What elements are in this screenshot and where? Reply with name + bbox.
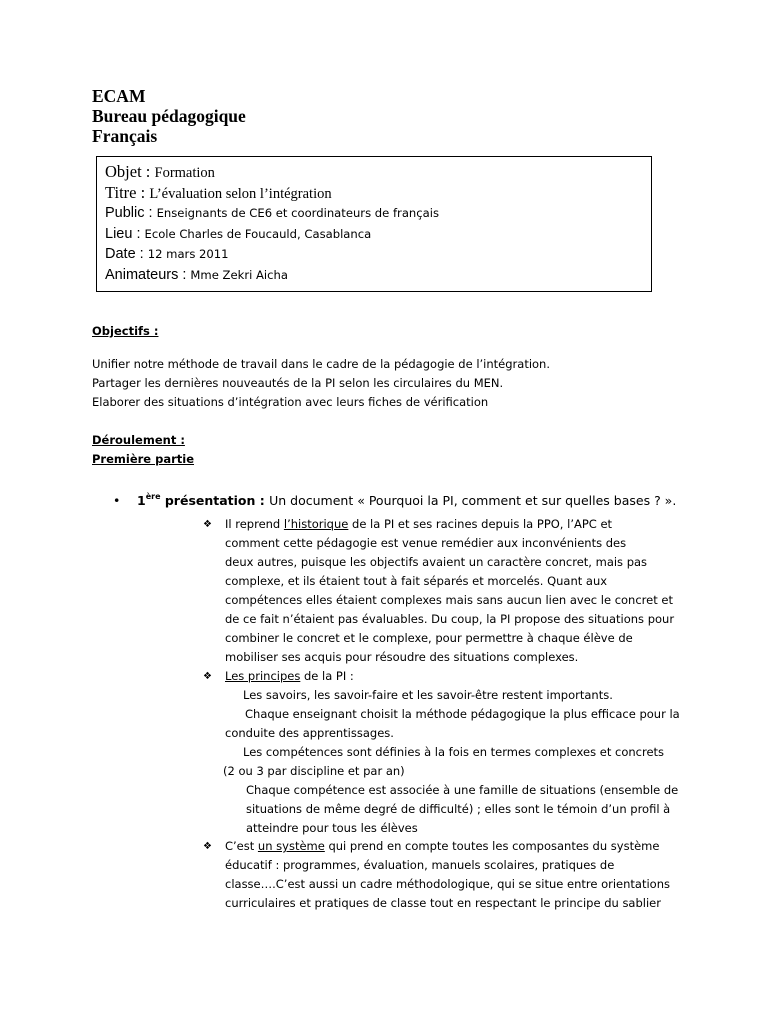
objectif-item: Partager les dernières nouveautés de la PI selon les circulaires du MEN.: [92, 376, 504, 390]
point-first-line: [203, 667, 680, 686]
date-label: Date :: [105, 246, 148, 263]
titre-label: Titre :: [105, 182, 150, 202]
info-animateurs: [105, 265, 651, 286]
point-text: Il reprend: [225, 517, 284, 531]
point-text: de la PI et ses racines depuis la PPO, l’APC et: [348, 517, 613, 531]
presentation-superscript: ère: [145, 492, 161, 501]
lieu-value: Ecole Charles de Foucauld, Casablanca: [144, 226, 372, 241]
point-line: mobiliser ses acquis pour résoudre des situations complexes.: [225, 650, 579, 664]
principe-line: situations de même degré de difficulté) ; elles sont le témoin d’un profil à: [246, 802, 671, 816]
point-line: éducatif : programmes, évaluation, manuels scolaires, pratiques de: [225, 858, 615, 872]
animateurs-value: Mme Zekri Aicha: [190, 267, 288, 282]
info-date: [105, 244, 651, 265]
lieu-label: Lieu :: [105, 225, 145, 242]
point-line: curriculaires et pratiques de classe tout en respectant le principe du sablier: [225, 896, 661, 910]
header-school: ECAM: [92, 86, 146, 106]
principe-line: conduite des apprentissages.: [225, 726, 394, 740]
date-value: 12 mars 2011: [147, 247, 229, 262]
info-lieu: [105, 224, 651, 245]
bullet-icon: •: [113, 493, 121, 508]
point-historique: [203, 515, 674, 667]
diamond-bullet-icon: ❖: [203, 671, 212, 682]
point-underlined: Les principes: [225, 669, 301, 683]
point-underlined: un système: [257, 839, 325, 853]
animateurs-label: Animateurs :: [105, 266, 191, 283]
presentation-text: Un document « Pourquoi la PI, comment et sur quelles bases ? ».: [269, 493, 677, 508]
principe-line: Chaque enseignant choisit la méthode pédagogique la plus efficace pour la: [245, 707, 680, 721]
objectifs-list: [92, 355, 550, 412]
diamond-bullet-icon: ❖: [203, 519, 212, 530]
point-first-line: [203, 515, 674, 534]
deroulement-section: [92, 431, 194, 469]
objectif-item: Elaborer des situations d’intégration avec leurs fiches de vérification: [92, 395, 489, 409]
principe-line: Les compétences sont définies à la fois en termes complexes et concrets: [243, 745, 665, 759]
info-box: [96, 156, 652, 292]
info-titre: [105, 183, 651, 204]
presentation-number: 1: [137, 493, 146, 508]
premiere-partie-heading: Première partie: [92, 452, 195, 466]
document-header: [92, 86, 246, 146]
header-office: Bureau pédagogique: [92, 106, 246, 126]
principe-line: Les savoirs, les savoir-faire et les savoir-être restent importants.: [243, 688, 613, 702]
presentation-label-text: présentation :: [160, 493, 270, 508]
point-principes: [203, 667, 680, 838]
objet-label: Objet :: [105, 162, 155, 181]
objectifs-heading: Objectifs :: [92, 324, 159, 338]
public-label: Public :: [105, 205, 157, 222]
principe-line: Chaque compétence est associée à une famille de situations (ensemble de: [246, 783, 679, 797]
point-line: classe….C’est aussi un cadre méthodologique, qui se situe entre orientations: [225, 877, 670, 891]
info-public: [105, 203, 651, 224]
point-line: combiner le concret et le complexe, pour permettre à chaque élève de: [225, 631, 633, 645]
point-text: de la PI :: [300, 669, 354, 683]
info-objet: [105, 162, 651, 183]
point-systeme: [203, 837, 670, 913]
point-line: deux autres, puisque les objectifs avaient un caractère concret, mais pas: [225, 555, 648, 569]
point-text: qui prend en compte toutes les composantes du système: [324, 839, 660, 853]
principe-line: atteindre pour tous les élèves: [246, 821, 418, 835]
point-text: C’est: [225, 839, 258, 853]
presentation-label: [137, 493, 269, 508]
point-line: compétences elles étaient complexes mais sans aucun lien avec le concret et: [225, 593, 673, 607]
header-subject: Français: [92, 126, 158, 146]
point-first-line: [203, 837, 670, 856]
presentation-line: [113, 492, 676, 508]
deroulement-heading: Déroulement :: [92, 433, 185, 447]
point-line: complexe, et ils étaient tout à fait séparés et morcelés. Quant aux: [225, 574, 608, 588]
objet-value: Formation: [154, 165, 215, 181]
point-line: comment cette pédagogie est venue remédier aux inconvénients des: [225, 536, 627, 550]
point-underlined: l’historique: [283, 517, 349, 531]
principe-line: (2 ou 3 par discipline et par an): [223, 764, 405, 778]
point-line: de ce fait n’étaient pas évaluables. Du coup, la PI propose des situations pour: [225, 612, 675, 626]
public-value: Enseignants de CE6 et coordinateurs de français: [156, 206, 440, 221]
objectif-item: Unifier notre méthode de travail dans le cadre de la pédagogie de l’intégration.: [92, 357, 551, 371]
diamond-bullet-icon: ❖: [203, 841, 212, 852]
titre-value: L’évaluation selon l’intégration: [149, 185, 332, 202]
